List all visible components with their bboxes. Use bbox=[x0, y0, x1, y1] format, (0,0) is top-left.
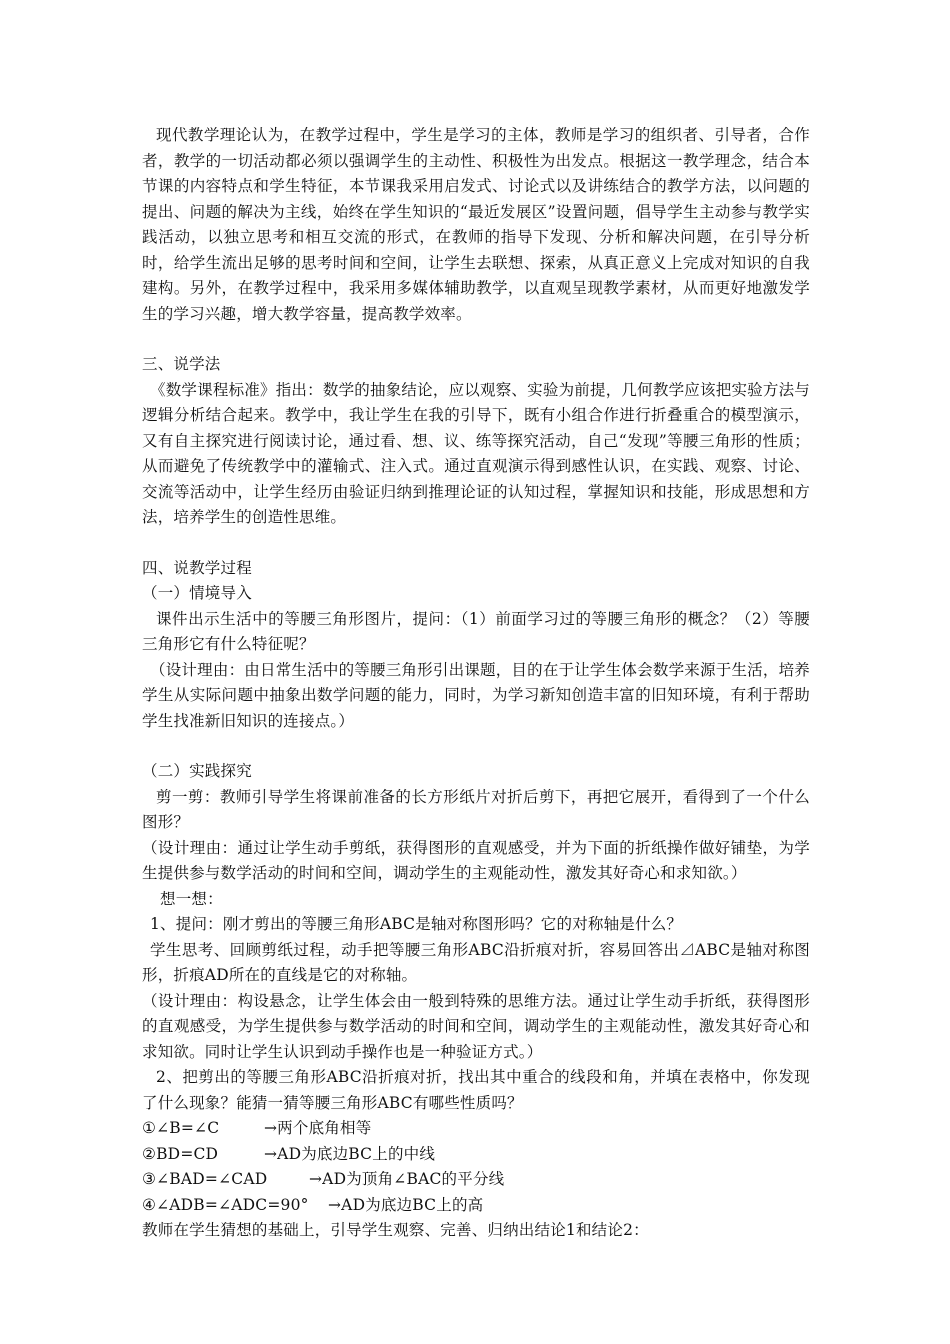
list-item-condition: ③∠BAD=∠CAD bbox=[142, 1170, 268, 1188]
paragraph-cut-reason: （设计理由：通过让学生动手剪纸，获得图形的直观感受，并为下面的折纸操作做好铺垫，为学生提供参与数学活动的时间和空间，调动学生的主观能动性，激发其好奇心和求知欲。） bbox=[142, 838, 810, 882]
paragraph-situation-reason: （设计理由：由日常生活中的等腰三角形引出课题，目的在于让学生体会数学来源于生活，培养学生从实际问题中抽象出数学问题的能力，同时，为学习新知创造丰富的旧知环境，有利于帮助学生找准新旧知识的连接点。） bbox=[142, 660, 810, 730]
list-item-condition: ①∠B=∠C bbox=[142, 1119, 220, 1137]
paragraph-question-1-reason: （设计理由：构设悬念，让学生体会由一般到特殊的思维方法。通过让学生动手折纸，获得图形的直观感受，为学生提供参与数学活动的时间和空间，调动学生的主观能动性，激发其好奇心和求知欲。同时让学生认识到动手操作也是一种验证方式。） bbox=[142, 991, 810, 1061]
paragraph-think: 想一想： bbox=[160, 889, 223, 908]
subsection-title-practice: （二）实践探究 bbox=[142, 762, 252, 780]
paragraph-conclusion-intro: 教师在学生猜想的基础上，引导学生观察、完善、归纳出结论1和结论2： bbox=[142, 1221, 649, 1239]
list-item-conclusion: →AD为底边BC上的中线 bbox=[264, 1144, 436, 1163]
paragraph-learning-method: 《数学课程标准》指出：数学的抽象结论，应以观察、实验为前提，几何教学应该把实验方法与逻辑分析结合起来。教学中，我让学生在我的引导下，既有小组合作进行折叠重合的模型演示，又有自主探究进行阅读讨论，通过看、想、议、练等探究活动，自己“发现”等腰三角形的性质；从而避免了传统教学中的灌输式、注入式。通过直观演示得到感性认识，在实践、观察、讨论、交流等活动中，让学生经历由验证归纳到推理论证的认知过程，掌握知识和技能，形成思想和方法，培养学生的创造性思维。 bbox=[142, 380, 810, 526]
paragraph-student-answer: 学生思考、回顾剪纸过程，动手把等腰三角形ABC沿折痕对折，容易回答出⊿ABC是轴对称图形，折痕AD所在的直线是它的对称轴。 bbox=[142, 940, 810, 984]
document-body bbox=[142, 123, 810, 1244]
paragraph-question-2: 2、把剪出的等腰三角形ABC沿折痕对折，找出其中重合的线段和角，并填在表格中，你发现了什么现象？能猜一猜等腰三角形ABC有哪些性质吗？ bbox=[142, 1068, 810, 1112]
paragraph-question-1: 1、提问：刚才剪出的等腰三角形ABC是轴对称图形吗？它的对称轴是什么？ bbox=[150, 915, 683, 933]
section-title-learning-method: 三、说学法 bbox=[142, 355, 221, 373]
list-item bbox=[142, 1167, 810, 1193]
list-item-condition: ②BD=CD bbox=[142, 1144, 219, 1163]
paragraph-teaching-method: 现代教学理论认为，在教学过程中，学生是学习的主体，教师是学习的组织者、引导者，合作者，教学的一切活动都必须以强调学生的主动性、积极性为出发点。根据这一教学理念，结合本节课的内容特点和学生特征，本节课我采用启发式、讨论式以及讲练结合的教学方法，以问题的提出、问题的解决为主线，始终在学生知识的“最近发展区”设置问题，倡导学生主动参与教学实践活动，以独立思考和相互交流的形式，在教师的指导下发现、分析和解决问题，在引导分析时，给学生流出足够的思考时间和空间，让学生去联想、探索，从真正意义上完成对知识的自我建构。另外，在教学过程中，我采用多媒体辅助教学，以直观呈现教学素材，从而更好地激发学生的学习兴趣，增大教学容量，提高教学效率。 bbox=[142, 126, 810, 323]
list-item-condition: ④∠ADB=∠ADC=90° bbox=[142, 1195, 309, 1214]
paragraph-situation: 课件出示生活中的等腰三角形图片，提问：（1）前面学习过的等腰三角形的概念？（2）等腰三角形它有什么特征呢？ bbox=[142, 609, 810, 653]
subsection-title-situation: （一）情境导入 bbox=[142, 584, 252, 602]
list-item bbox=[142, 1116, 810, 1142]
list-item bbox=[142, 1142, 810, 1168]
section-title-teaching-process: 四、说教学过程 bbox=[142, 558, 252, 577]
paragraph-cut: 剪一剪：教师引导学生将课前准备的长方形纸片对折后剪下，再把它展开，看得到了一个什么图形？ bbox=[142, 787, 810, 831]
list-item-conclusion: →AD为底边BC上的高 bbox=[328, 1195, 484, 1214]
list-item-conclusion: →AD为顶角∠BAC的平分线 bbox=[309, 1170, 505, 1188]
list-item bbox=[142, 1193, 810, 1219]
list-item-conclusion: →两个底角相等 bbox=[264, 1119, 372, 1137]
